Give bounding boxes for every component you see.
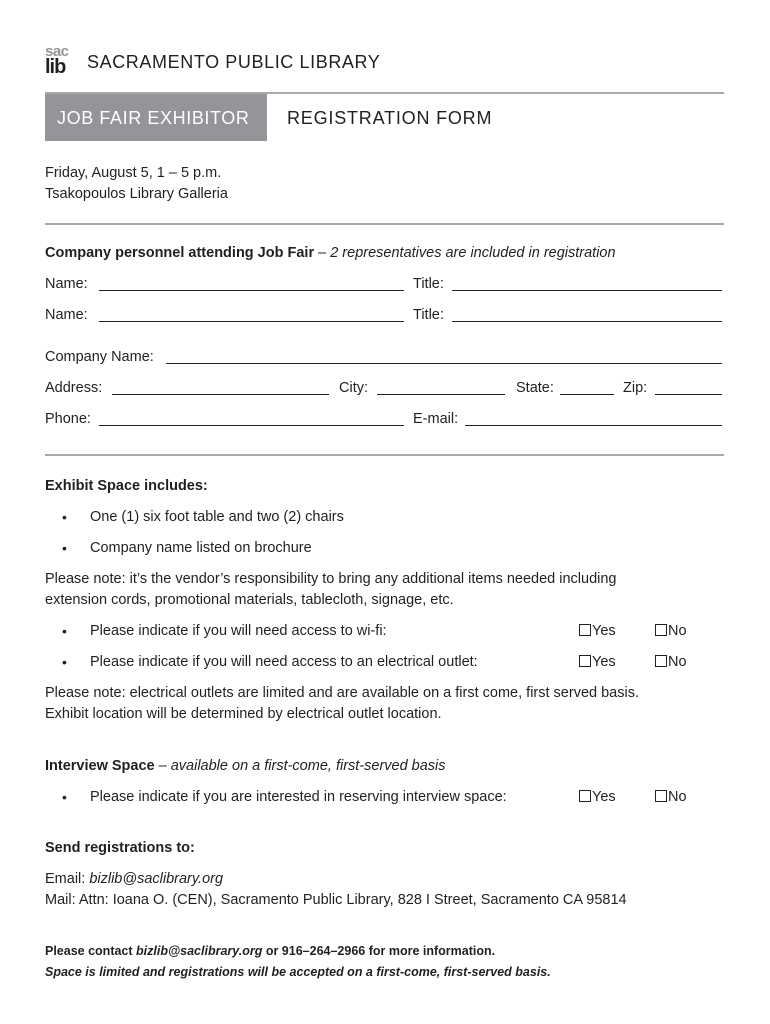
title-label-2: Title:: [413, 307, 444, 323]
exhibit-note-1-line-1: Please note: it’s the vendor’s responsibility to bring any additional items needed including: [45, 571, 617, 587]
interview-heading: [45, 757, 446, 775]
send-heading: Send registrations to:: [45, 840, 195, 856]
send-email-label: Email:: [45, 871, 90, 887]
interview-no-label: No: [668, 789, 687, 805]
phone-label: Phone:: [45, 411, 91, 427]
address-label: Address:: [45, 380, 103, 396]
outlet-no-option[interactable]: [655, 653, 687, 671]
footer-contact: [45, 943, 495, 959]
exhibit-heading: Exhibit Space includes:: [45, 478, 208, 494]
name-label-2: Name:: [45, 307, 88, 323]
send-mail-line: Mail: Attn: Ioana O. (CEN), Sacramento Public Library, 828 I Street, Sacramento CA 95814: [45, 892, 627, 908]
personnel-note: 2 representatives are included in registration: [330, 245, 616, 261]
exhibit-note-2-line-1: Please note: electrical outlets are limited and are available on a first come, first served basis.: [45, 685, 639, 701]
zip-field[interactable]: [655, 394, 722, 395]
exhibit-note-2-line-2: Exhibit location will be determined by electrical outlet location.: [45, 706, 442, 722]
event-location: Tsakopoulos Library Galleria: [45, 186, 228, 202]
bullet-icon: •: [62, 540, 67, 556]
state-label: State:: [516, 380, 554, 396]
company-name-field[interactable]: [166, 363, 722, 364]
outlet-yes-option[interactable]: [579, 653, 616, 671]
event-date: Friday, August 5, 1 – 5 p.m.: [45, 165, 222, 181]
bullet-icon: •: [62, 623, 67, 639]
title-field-2[interactable]: [452, 321, 722, 322]
title-field-1[interactable]: [452, 290, 722, 291]
wifi-yes-label: Yes: [592, 623, 616, 639]
banner-label-text: JOB FAIR EXHIBITOR: [57, 108, 250, 128]
interview-yes-option[interactable]: [579, 788, 616, 806]
state-field[interactable]: [560, 394, 614, 395]
email-field[interactable]: [465, 425, 722, 426]
exhibit-item-2: Company name listed on brochure: [90, 540, 312, 556]
title-label-1: Title:: [413, 276, 444, 292]
exhibit-item-1: One (1) six foot table and two (2) chairs: [90, 509, 344, 525]
wifi-no-checkbox[interactable]: [655, 624, 667, 636]
name-field-1[interactable]: [99, 290, 404, 291]
outlet-question: Please indicate if you will need access to an electrical outlet:: [90, 654, 478, 670]
personnel-dash: –: [314, 245, 331, 261]
footer-notice: Space is limited and registrations will be accepted on a first-come, first-served basis.: [45, 965, 551, 979]
bullet-icon: •: [62, 654, 67, 670]
interview-note: available on a first-come, first-served basis: [170, 758, 446, 774]
send-email-line: [45, 870, 223, 888]
interview-yes-checkbox[interactable]: [579, 790, 591, 802]
bullet-icon: •: [62, 789, 67, 805]
divider-1: [45, 223, 724, 225]
bullet-icon: •: [62, 509, 67, 525]
wifi-question: Please indicate if you will need access to wi-fi:: [90, 623, 387, 639]
interview-heading-text: Interview Space: [45, 758, 155, 774]
logo-text-bottom: lib: [45, 56, 66, 78]
footer-contact-suffix: or 916–264–2966 for more information.: [262, 944, 496, 958]
form-title: REGISTRATION FORM: [287, 108, 493, 128]
interview-no-checkbox[interactable]: [655, 790, 667, 802]
outlet-no-checkbox[interactable]: [655, 655, 667, 667]
wifi-no-option[interactable]: [655, 622, 687, 640]
personnel-heading: [45, 244, 616, 262]
company-name-label: Company Name:: [45, 349, 154, 365]
interview-no-option[interactable]: [655, 788, 687, 806]
interview-yes-label: Yes: [592, 789, 616, 805]
wifi-yes-checkbox[interactable]: [579, 624, 591, 636]
send-email-link[interactable]: bizlib@saclibrary.org: [89, 871, 224, 887]
exhibit-note-1-line-2: extension cords, promotional materials, tablecloth, signage, etc.: [45, 592, 454, 608]
banner-label: [45, 94, 267, 141]
personnel-heading-text: Company personnel attending Job Fair: [45, 245, 315, 261]
outlet-yes-checkbox[interactable]: [579, 655, 591, 667]
wifi-no-label: No: [668, 623, 687, 639]
org-name: SACRAMENTO PUBLIC LIBRARY: [87, 52, 381, 72]
footer-contact-email[interactable]: bizlib@saclibrary.org: [136, 944, 263, 958]
interview-dash: –: [154, 758, 171, 774]
email-label: E-mail:: [413, 411, 459, 427]
wifi-yes-option[interactable]: [579, 622, 616, 640]
name-field-2[interactable]: [99, 321, 404, 322]
outlet-no-label: No: [668, 654, 687, 670]
phone-field[interactable]: [99, 425, 404, 426]
outlet-yes-label: Yes: [592, 654, 616, 670]
address-field[interactable]: [112, 394, 329, 395]
divider-2: [45, 454, 724, 456]
city-label: City:: [339, 380, 368, 396]
logo-text-top: sac: [45, 43, 69, 60]
zip-label: Zip:: [623, 380, 648, 396]
city-field[interactable]: [377, 394, 505, 395]
library-logo: [45, 43, 81, 78]
interview-question: Please indicate if you are interested in reserving interview space:: [90, 789, 507, 805]
footer-contact-prefix: Please contact: [45, 944, 137, 958]
name-label-1: Name:: [45, 276, 88, 292]
